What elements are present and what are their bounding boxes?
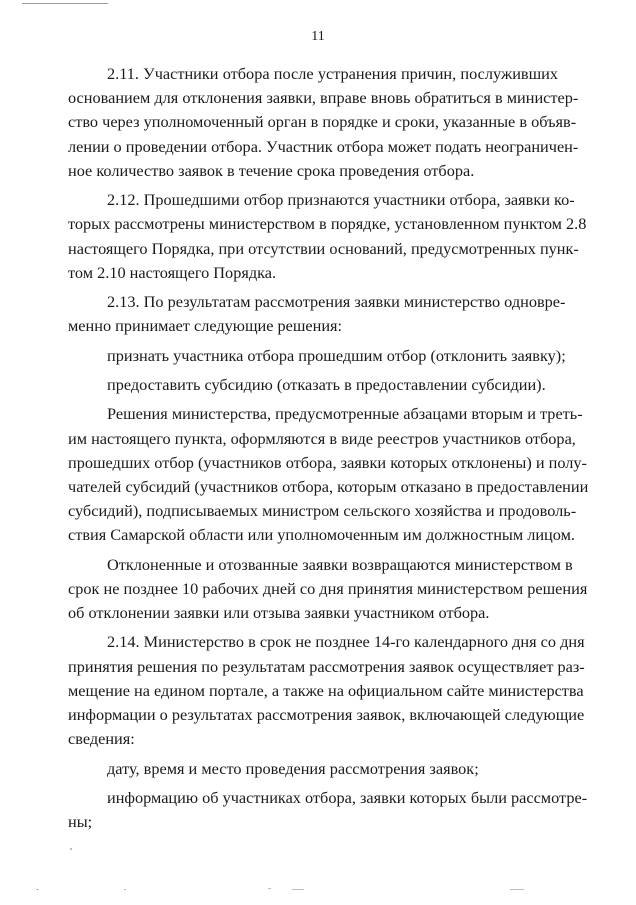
text-line: мещение на едином портале, а также на официальном сайте министерства	[68, 680, 584, 700]
scan-edge-line	[22, 3, 108, 4]
text-line: 2.14. Министерство в срок не позднее 14-го календарного дня со дня	[107, 632, 585, 652]
text-line: субсидий), подписываемых министром сельского хозяйства и продоволь-	[68, 501, 577, 521]
text-line: об отклонении заявки или отзыва заявки участником отбора.	[68, 603, 490, 623]
scan-speck	[292, 889, 304, 890]
scan-speck	[268, 888, 271, 889]
text-line: ны;	[68, 812, 93, 832]
text-line: прошедших отбор (участников отбора, заявки которых отклонены) и полу-	[68, 452, 587, 472]
page-number: 11	[311, 29, 325, 44]
text-line: торых рассмотрены министерством в порядке, установленном пунктом 2.8	[68, 214, 587, 234]
scan-speck	[124, 889, 126, 890]
paragraph	[68, 402, 589, 547]
scan-speck	[36, 889, 39, 890]
document-body	[68, 62, 589, 834]
text-line: 2.12. Прошедшими отбор признаются участники отбора, заявки ко-	[107, 190, 575, 210]
text-line: чателей субсидий (участников отбора, которым отказано в предоставлении	[68, 476, 589, 496]
paragraph	[68, 344, 566, 368]
text-line: сведения:	[68, 729, 135, 749]
text-line: Отклоненные и отозванные заявки возвращаются министерством в	[107, 554, 573, 574]
text-line: настоящего Порядка, при отсутствии оснований, предусмотренных пунк-	[68, 238, 579, 258]
text-line: 2.11. Участники отбора после устранения причин, послуживших	[107, 64, 558, 83]
text-line: Решения министерства, предусмотренные абзацами вторым и треть-	[107, 404, 583, 424]
text-line: дату, время и место проведения рассмотрения заявок;	[107, 758, 479, 778]
text-line: 2.13. По результатам рассмотрения заявки министерство одновре-	[107, 292, 566, 312]
paragraph	[68, 62, 579, 183]
text-line: предоставить субсидию (отказать в предоставлении субсидии).	[107, 375, 546, 394]
text-line: ствия Самарской области или уполномоченным им должностным лицом.	[68, 525, 575, 545]
text-line: ное количество заявок в течение срока проведения отбора.	[68, 160, 475, 180]
scan-speck	[510, 889, 524, 890]
text-line: срок не позднее 10 рабочих дней со дня принятия министерством решения	[68, 578, 588, 598]
text-line: ство через уполномоченный орган в порядке и сроки, указанные в объяв-	[68, 112, 577, 132]
text-line: информацию об участниках отбора, заявки которых были рассмотре-	[107, 787, 588, 807]
paragraph	[68, 290, 566, 338]
text-line: том 2.10 настоящего Порядка.	[68, 262, 277, 282]
text-line: им настоящего пункта, оформляются в виде реестров участников отбора,	[68, 428, 576, 448]
paragraph	[68, 630, 585, 751]
paragraph	[68, 757, 558, 781]
paragraph	[68, 786, 588, 834]
paragraph	[68, 373, 558, 397]
text-line: информации о результатах рассмотрения заявок, включающей следующие	[68, 705, 585, 724]
text-line: лении о проведении отбора. Участник отбора может подать неограничен-	[68, 136, 579, 156]
scan-speck	[70, 848, 72, 850]
paragraph	[68, 188, 587, 285]
text-line: принятия решения по результатам рассмотрения заявок осуществляет раз-	[68, 656, 585, 676]
text-line: менно принимает следующие решения:	[68, 316, 343, 336]
paragraph	[68, 553, 588, 626]
text-line: признать участника отбора прошедшим отбор (отклонить заявку);	[107, 345, 566, 365]
text-line: основанием для отклонения заявки, вправе вновь обратиться в министер-	[68, 88, 579, 108]
